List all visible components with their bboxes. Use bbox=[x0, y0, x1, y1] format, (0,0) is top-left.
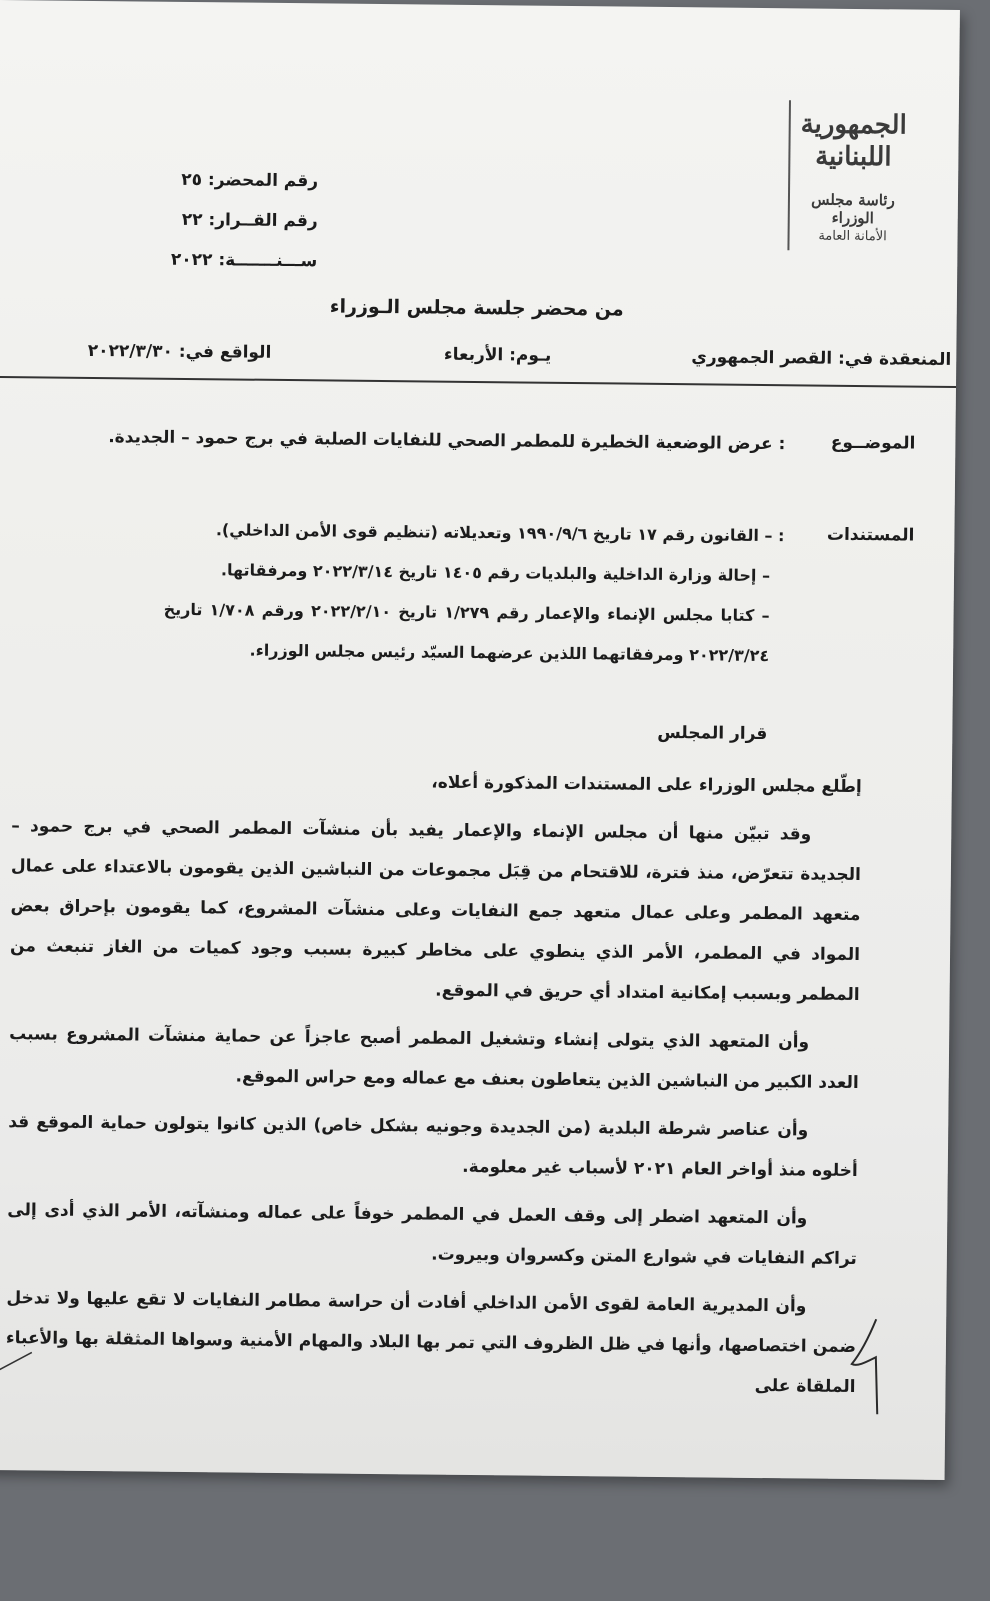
meta-block bbox=[97, 159, 318, 281]
handwritten-page-number bbox=[845, 1309, 886, 1419]
decision-paragraph: إطّلع مجلس الوزراء على المستندات المذكورة أعلاه، bbox=[431, 772, 862, 798]
pen-stroke-mark bbox=[0, 1348, 36, 1379]
decision-paragraph: وأن المتعهد الذي يتولى إنشاء وتشغيل المطمر أصبح عاجزاً عن حماية منشآت المشروع بسبب العدد الكبير من النباشين الذين يتعاطون بعنف مع عماله ومع حراس الموقع. bbox=[9, 1024, 859, 1094]
document-item: – إحالة وزارة الداخلية والبلديات رقم ١٤٠٥ تاريخ ٢٠٢٢/٣/١٤ ومرفقاتها. bbox=[220, 560, 771, 586]
seal-line-3: رئاسة مجلس الوزراء bbox=[811, 190, 895, 228]
decision-year: ســـنـــــــة: ٢٠٢٢ bbox=[170, 249, 318, 272]
decision-paragraph: وأن المديرية العامة لقوى الأمن الداخلي أفادت أن حراسة مطامر النفايات لا تقع عليها ولا تدخل ضمن اختصاصها، وأنها في ظل الظروف التي تمر بها البلاد والمهام الأمنية وسواها المثقلة بها والأعباء الملقاة على bbox=[5, 1288, 857, 1398]
subject-text: : عرض الوضعية الخطيرة للمطمر الصحي للنفايات الصلبة في برج حمود – الجديدة. bbox=[108, 427, 786, 455]
decision-number: رقم القــرار: ٢٢ bbox=[181, 209, 318, 232]
decision-body bbox=[5, 758, 862, 1415]
subject-label: الموضــوع bbox=[830, 432, 916, 454]
session-date: الواقع في: ٢٠٢٢/٣/٣٠ bbox=[87, 340, 272, 363]
seal-line-4: الأمانة العامة bbox=[818, 228, 887, 245]
session-location: المنعقدة في: القصر الجمهوري bbox=[691, 347, 952, 370]
decision-paragraph: وقد تبيّن منها أن مجلس الإنماء والإعمار يفيد بأن منشآت المطمر الصحي في برج حمود – الجديدة تتعرّض، منذ فترة، للاقتحام من قِبَل مجموعات من النباشين الذين يقومون بالاعتداء على عمال متعهد المطمر وعلى عمال متعهد جمع النفايات وعلى منشآت المشروع، كما يقومون بإحراق بعض المواد في المطمر، الأمر الذي ينطوي على مخاطر كبيرة بسبب وجود كميات من الغاز تنبعث من المطمر وبسبب إمكانية امتداد أي حريق في الموقع. bbox=[9, 816, 861, 1006]
decision-paragraph: وأن عناصر شرطة البلدية (من الجديدة وجونيه بشكل خاص) الذين كانوا يتولون حماية الموقع قد أخلوه منذ أواخر العام ٢٠٢١ لأسباب غير معلومة. bbox=[8, 1112, 858, 1182]
decision-paragraph: وأن المتعهد اضطر إلى وقف العمل في المطمر خوفاً على عماله ومنشآته، الأمر الذي أدى إلى تراكم النفايات في شوارع المتن وكسروان وبيروت. bbox=[7, 1200, 857, 1270]
decision-heading: قرار المجلس bbox=[657, 722, 768, 745]
document-item: : – القانون رقم ١٧ تاريخ ١٩٩٠/٩/٦ وتعديلاته (تنظيم قوى الأمن الداخلي). bbox=[215, 520, 785, 546]
documents-list bbox=[163, 510, 785, 676]
documents-label: المستندات bbox=[826, 524, 915, 546]
minutes-number: رقم المحضر: ٢٥ bbox=[181, 169, 319, 192]
session-day: يـوم: الأربعاء bbox=[443, 344, 552, 366]
seal-line-1: الجمهورية bbox=[800, 109, 907, 141]
page-title: من محضر جلسة مجلس الـوزراء bbox=[329, 295, 624, 321]
republic-seal bbox=[787, 108, 918, 244]
seal-line-2: اللبنانية bbox=[815, 141, 892, 173]
document-item: – كتابا مجلس الإنماء والإعمار رقم ١/٢٧٩ تاريخ ٢٠٢٢/٢/١٠ ورقم ١/٧٠٨ تاريخ ٢٠٢٢/٣/٢٤ ومرفقاتهما اللذين عرضهما السيّد رئيس مجلس الوزراء. bbox=[163, 599, 770, 666]
